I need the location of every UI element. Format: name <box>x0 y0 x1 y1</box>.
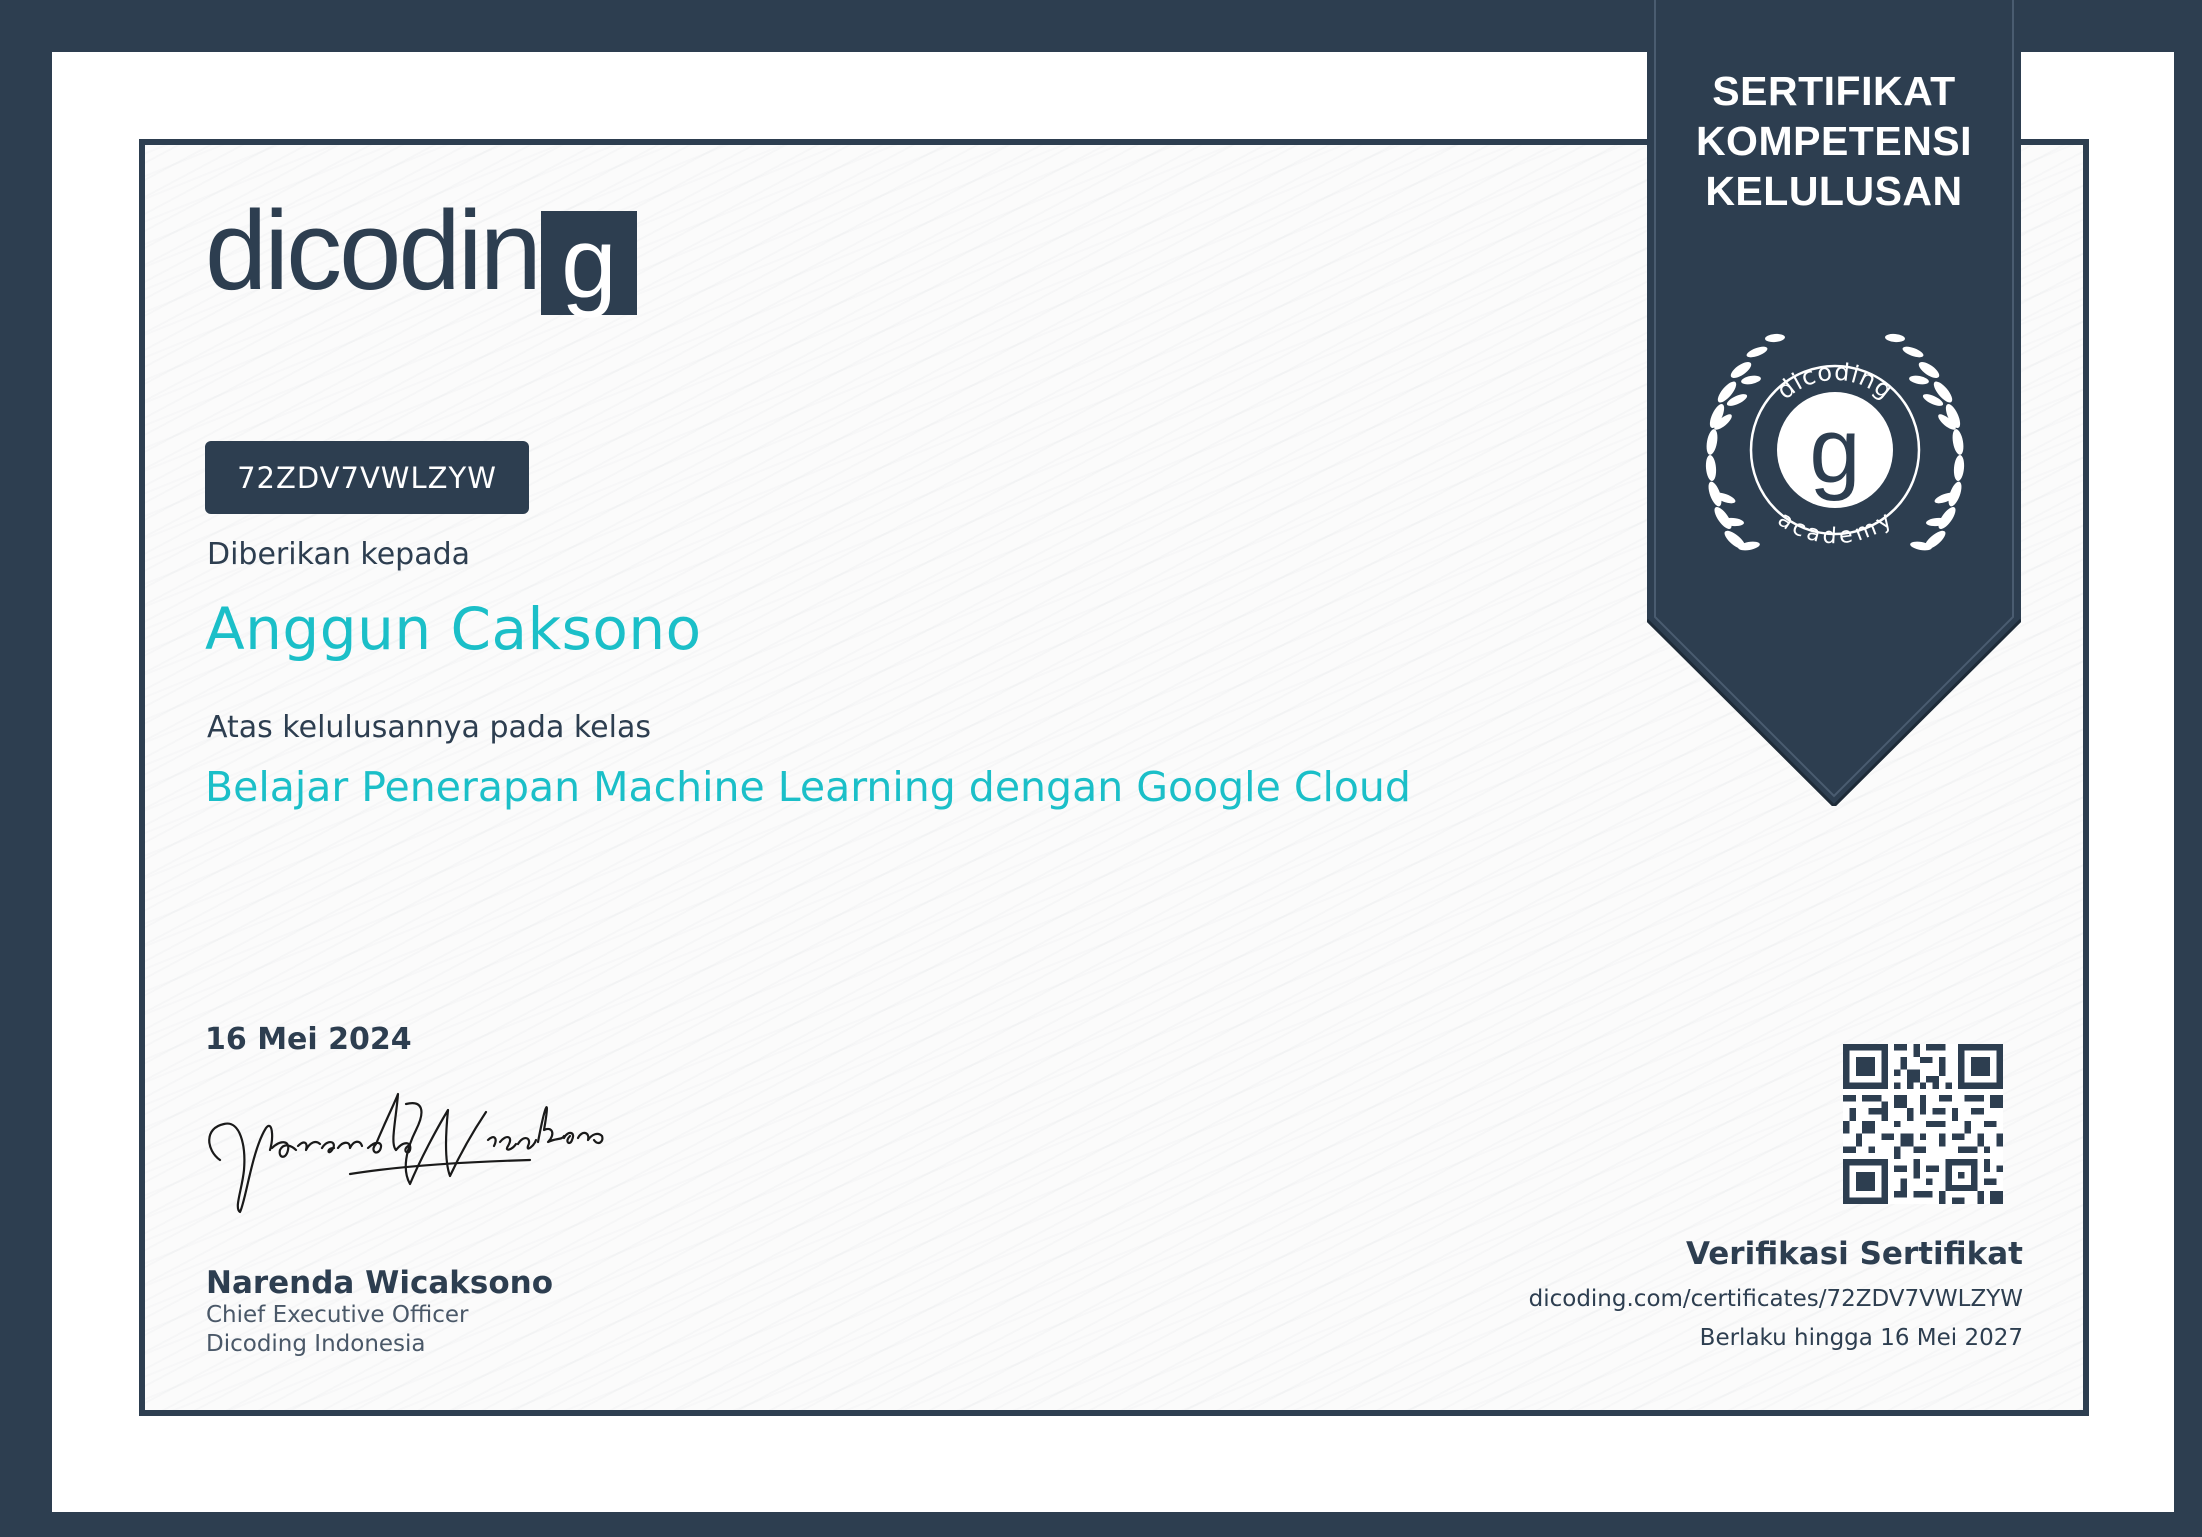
recipient-name: Anggun Caksono <box>205 595 702 663</box>
laurel-left-icon <box>1705 333 1785 552</box>
for-class-label: Atas kelulusannya pada kelas <box>207 710 651 745</box>
signer-name: Narenda Wicaksono <box>206 1265 553 1301</box>
signature-image <box>200 1090 610 1220</box>
emblem-letter: g <box>1809 400 1861 502</box>
academy-emblem <box>1695 310 1975 590</box>
ribbon-title <box>1647 66 2021 216</box>
emblem-bottom-text: academy <box>1772 507 1898 550</box>
given-to-label: Diberikan kepada <box>207 537 470 572</box>
ribbon-title-line2: KOMPETENSI <box>1695 118 1973 164</box>
logo-letter-box: g <box>541 211 637 315</box>
laurel-right-icon <box>1885 333 1965 552</box>
verification-title: Verifikasi Sertifikat <box>1685 1236 2023 1272</box>
certificate-code-badge: 72ZDV7VWLZYW <box>205 441 529 514</box>
issue-date: 16 Mei 2024 <box>205 1022 412 1057</box>
signer-title: Chief Executive Officer <box>206 1302 469 1328</box>
ribbon-title-line1: SERTIFIKAT <box>1712 68 1956 114</box>
qr-code[interactable] <box>1843 1044 2003 1204</box>
emblem-top-text: dicoding <box>1771 357 1899 405</box>
logo-wordmark: dicodin <box>205 188 539 313</box>
course-name: Belajar Penerapan Machine Learning dengan Google Cloud <box>205 763 1411 811</box>
verification-url-link[interactable]: dicoding.com/certificates/72ZDV7VWLZYW <box>1528 1286 2023 1312</box>
signer-organization: Dicoding Indonesia <box>206 1331 426 1357</box>
ribbon-title-line3: KELULUSAN <box>1705 168 1963 214</box>
validity-text: Berlaku hingga 16 Mei 2027 <box>1699 1325 2023 1351</box>
dicoding-logo <box>205 188 637 319</box>
